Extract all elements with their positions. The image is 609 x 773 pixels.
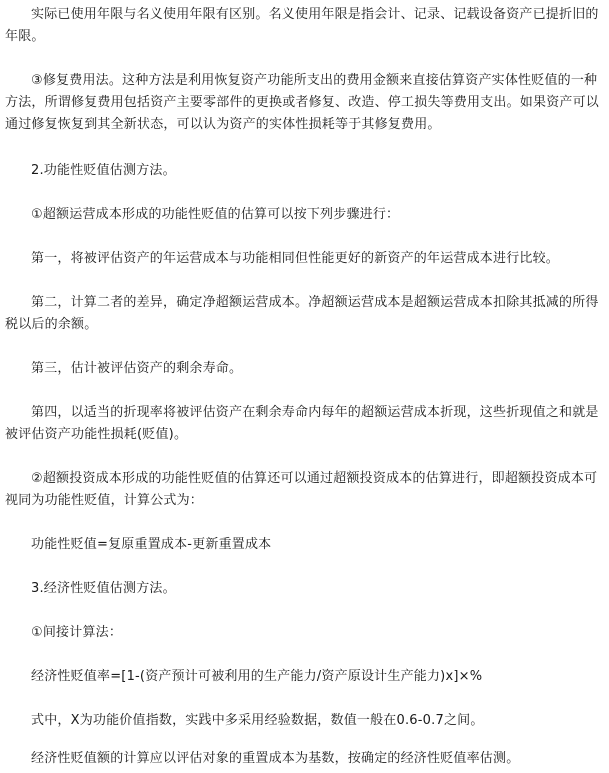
heading-functional-depreciation: 2.功能性贬值估测方法。 (31, 163, 176, 178)
paragraph-excess-investment-cost: ②超额投资成本形成的功能性贬值的估算还可以通过超额投资成本的估算进行，即超额投资成本可视同为功能性贬值，计算公式为： (5, 471, 598, 508)
paragraph-index-explanation: 式中，X为功能价值指数，实践中多采用经验数据，数值一般在0.6-0.7之间。 (31, 713, 484, 728)
heading-economic-depreciation: 3.经济性贬值估测方法。 (31, 581, 176, 596)
paragraph-step-three: 第三，估计被评估资产的剩余寿命。 (31, 361, 243, 376)
paragraph-step-one: 第一，将被评估资产的年运营成本与功能相同但性能更好的新资产的年运营成本进行比较。 (31, 251, 560, 266)
paragraph-indirect-method: ①间接计算法： (31, 625, 123, 640)
paragraph-repair-cost-method: ③修复费用法。这种方法是利用恢复资产功能所支出的费用金额来直接估算资产实体性贬值的一种方法，所谓修复费用包括资产主要零部件的更换或者修复、改造、停工损失等费用支出。如果资产可以通过修复恢复到其全新状态，可以认为资产的实体性损耗等于其修复费用。 (5, 73, 600, 132)
paragraph-step-two: 第二，计算二者的差异，确定净超额运营成本。净超额运营成本是超额运营成本扣除其抵减的所得税以后的余额。 (5, 295, 599, 332)
formula-economic-depreciation-rate: 经济性贬值率=[1-(资产预计可被利用的生产能力/资产原设计生产能力)x]×% (31, 669, 483, 684)
paragraph-usage-years: 实际已使用年限与名义使用年限有区别。名义使用年限是指会计、记录、记载设备资产已提折旧的年限。 (5, 7, 599, 44)
paragraph-depreciation-amount: 经济性贬值额的计算应以评估对象的重置成本为基数，按确定的经济性贬值率估测。 (31, 751, 520, 766)
paragraph-step-four: 第四，以适当的折现率将被评估资产在剩余寿命内每年的超额运营成本折现，这些折现值之和就是被评估资产功能性损耗(贬值)。 (5, 405, 599, 442)
paragraph-excess-operating-cost: ①超额运营成本形成的功能性贬值的估算可以按下列步骤进行： (31, 207, 400, 222)
formula-functional-depreciation: 功能性贬值=复原重置成本-更新重置成本 (31, 537, 272, 552)
